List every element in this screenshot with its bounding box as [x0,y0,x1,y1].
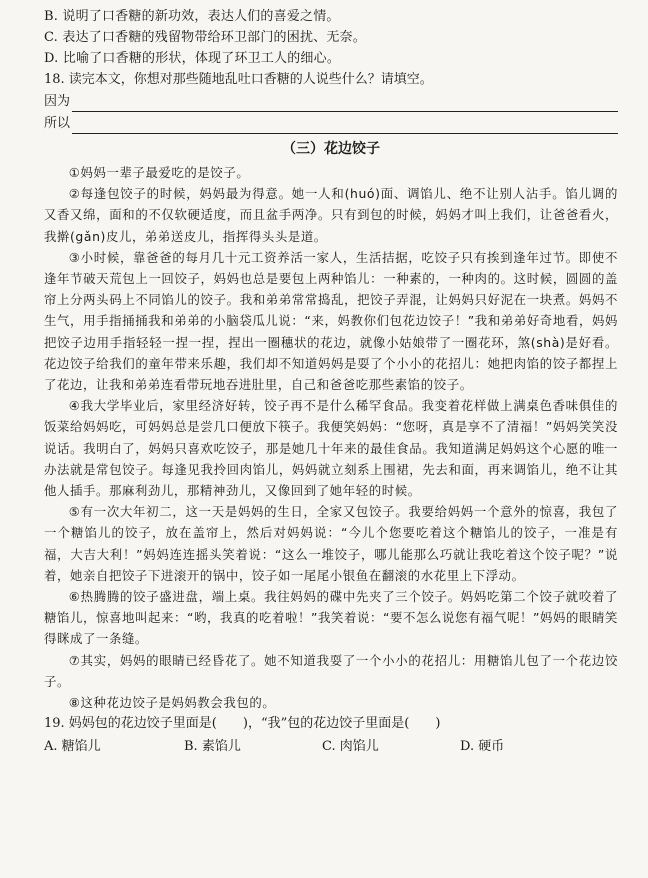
option-d-coin[interactable]: D. 硬币 [460,739,505,755]
because-label: 因为 [44,94,71,109]
question-19: 19. 妈妈包的花边饺子里面是( )，“我”包的花边饺子里面是( ) [44,716,441,732]
paragraph-8: ⑧这种花边饺子是妈妈教会我包的。 [68,695,276,711]
so-row [44,112,618,134]
so-blank[interactable] [72,118,618,134]
option-d: D. 比喻了口香糖的形状，体现了环卫工人的细心。 [44,51,341,66]
so-label: 所以 [44,116,71,131]
because-row [44,90,618,112]
paragraph-2: ②每逢包饺子的时候，妈妈最为得意。她一人和(huó)面、调馅儿、绝不让别人沾手。馅儿调的又香又绵，面和的不仅软硬适度，而且盆手两净。只有到包的时候，妈妈才叫上我们，让爸爸看火，我擀(gǎn)皮儿，弟弟送皮儿，指挥得头头是道。 [44,186,618,244]
option-b: B. 说明了口香糖的新功效，表达人们的喜爱之情。 [44,9,340,24]
passage [44,162,618,713]
option-b-vegetable[interactable]: B. 素馅儿 [184,739,241,755]
paragraph-5: ⑤有一次大年初二，这一天是妈妈的生日，全家又包饺子。我要给妈妈一个意外的惊喜，我包了一个糖馅儿的饺子，放在盖帘上，然后对妈妈说：“今儿个您要吃着这个糖馅儿的饺子，一准是有福，大吉大利！”妈妈连连摇头笑着说：“这么一堆饺子，哪儿能那么巧就让我吃着这个饺子呢？”说着，她亲自把饺子下进滚开的锅中，饺子如一尾尾小银鱼在翻滚的水花里上下浮动。 [44,504,618,583]
option-c: C. 表达了口香糖的残留物带给环卫部门的困扰、无奈。 [44,30,366,45]
paragraph-6: ⑥热腾腾的饺子盛进盘，端上桌。我往妈妈的碟中先夹了三个饺子。妈妈吃第二个饺子就咬着了糖馅儿，惊喜地叫起来：“哟，我真的吃着啦！”我笑着说：“要不怎么说您有福气呢！”妈妈的眼睛笑得眯成了一条缝。 [44,589,618,647]
question-18: 18. 读完本文，你想对那些随地乱吐口香糖的人说些什么？请填空。 [44,72,433,87]
paragraph-4: ④我大学毕业后，家里经济好转，饺子再不是什么稀罕食品。我变着花样做上满桌色香味俱佳的饭菜给妈妈吃，可妈妈总是尝几口便放下筷子。我便笑妈妈：“您呀，真是享不了清福！”妈妈笑笑没说话。我明白了，妈妈只喜欢吃饺子，那是她几十年来的最佳食品。我知道满足妈妈这个心愿的唯一办法就是常包饺子。每逢见我拎回肉馅儿，妈妈就立刻系上围裙，先去和面，再来调馅儿，绝不让其他人插手。那麻利劲儿，那精神劲儿，又像回到了她年轻的时候。 [44,398,618,499]
option-a-sugar[interactable]: A. 糖馅儿 [44,739,101,755]
paragraph-7: ⑦其实，妈妈的眼睛已经昏花了。她不知道我耍了一个小小的花招儿：用糖馅儿包了一个花边饺子。 [44,652,618,689]
because-blank[interactable] [72,96,618,112]
prev-options [44,6,618,69]
paragraph-3: ③小时候，靠爸爸的每月几十元工资养活一家人，生活拮据，吃饺子只有挨到逢年过节。即使不逢年节破天荒包上一回饺子，妈妈也总是要包上两种馅儿：一种素的，一种肉的。这时候，圆圆的盖帘上分两头码上不同馅儿的饺子。我和弟弟常常捣乱，把饺子弄混，让妈妈只好泥在一块煮。妈妈不生气，用手指捅捅我和弟弟的小脑袋瓜儿说：“来，妈教你们包花边饺子！”我和弟弟好奇地看，妈妈把饺子边用手指轻轻一捏一捏，捏出一圈穗状的花边，就像小姑娘带了一圈花环，煞(shà)是好看。花边饺子给我们的童年带来乐趣，我们却不知道妈妈是耍了个小小的花招儿：她把肉馅的饺子都捏上了花边，让我和弟弟连看带玩地吞进肚里，自己和爸爸吃那些素馅的饺子。 [44,249,618,393]
question-19-options [44,736,618,757]
section-title: （三）花边饺子 [282,141,380,157]
paragraph-1: ①妈妈一辈子最爱吃的是饺子。 [68,165,250,180]
option-c-meat[interactable]: C. 肉馅儿 [322,739,379,755]
